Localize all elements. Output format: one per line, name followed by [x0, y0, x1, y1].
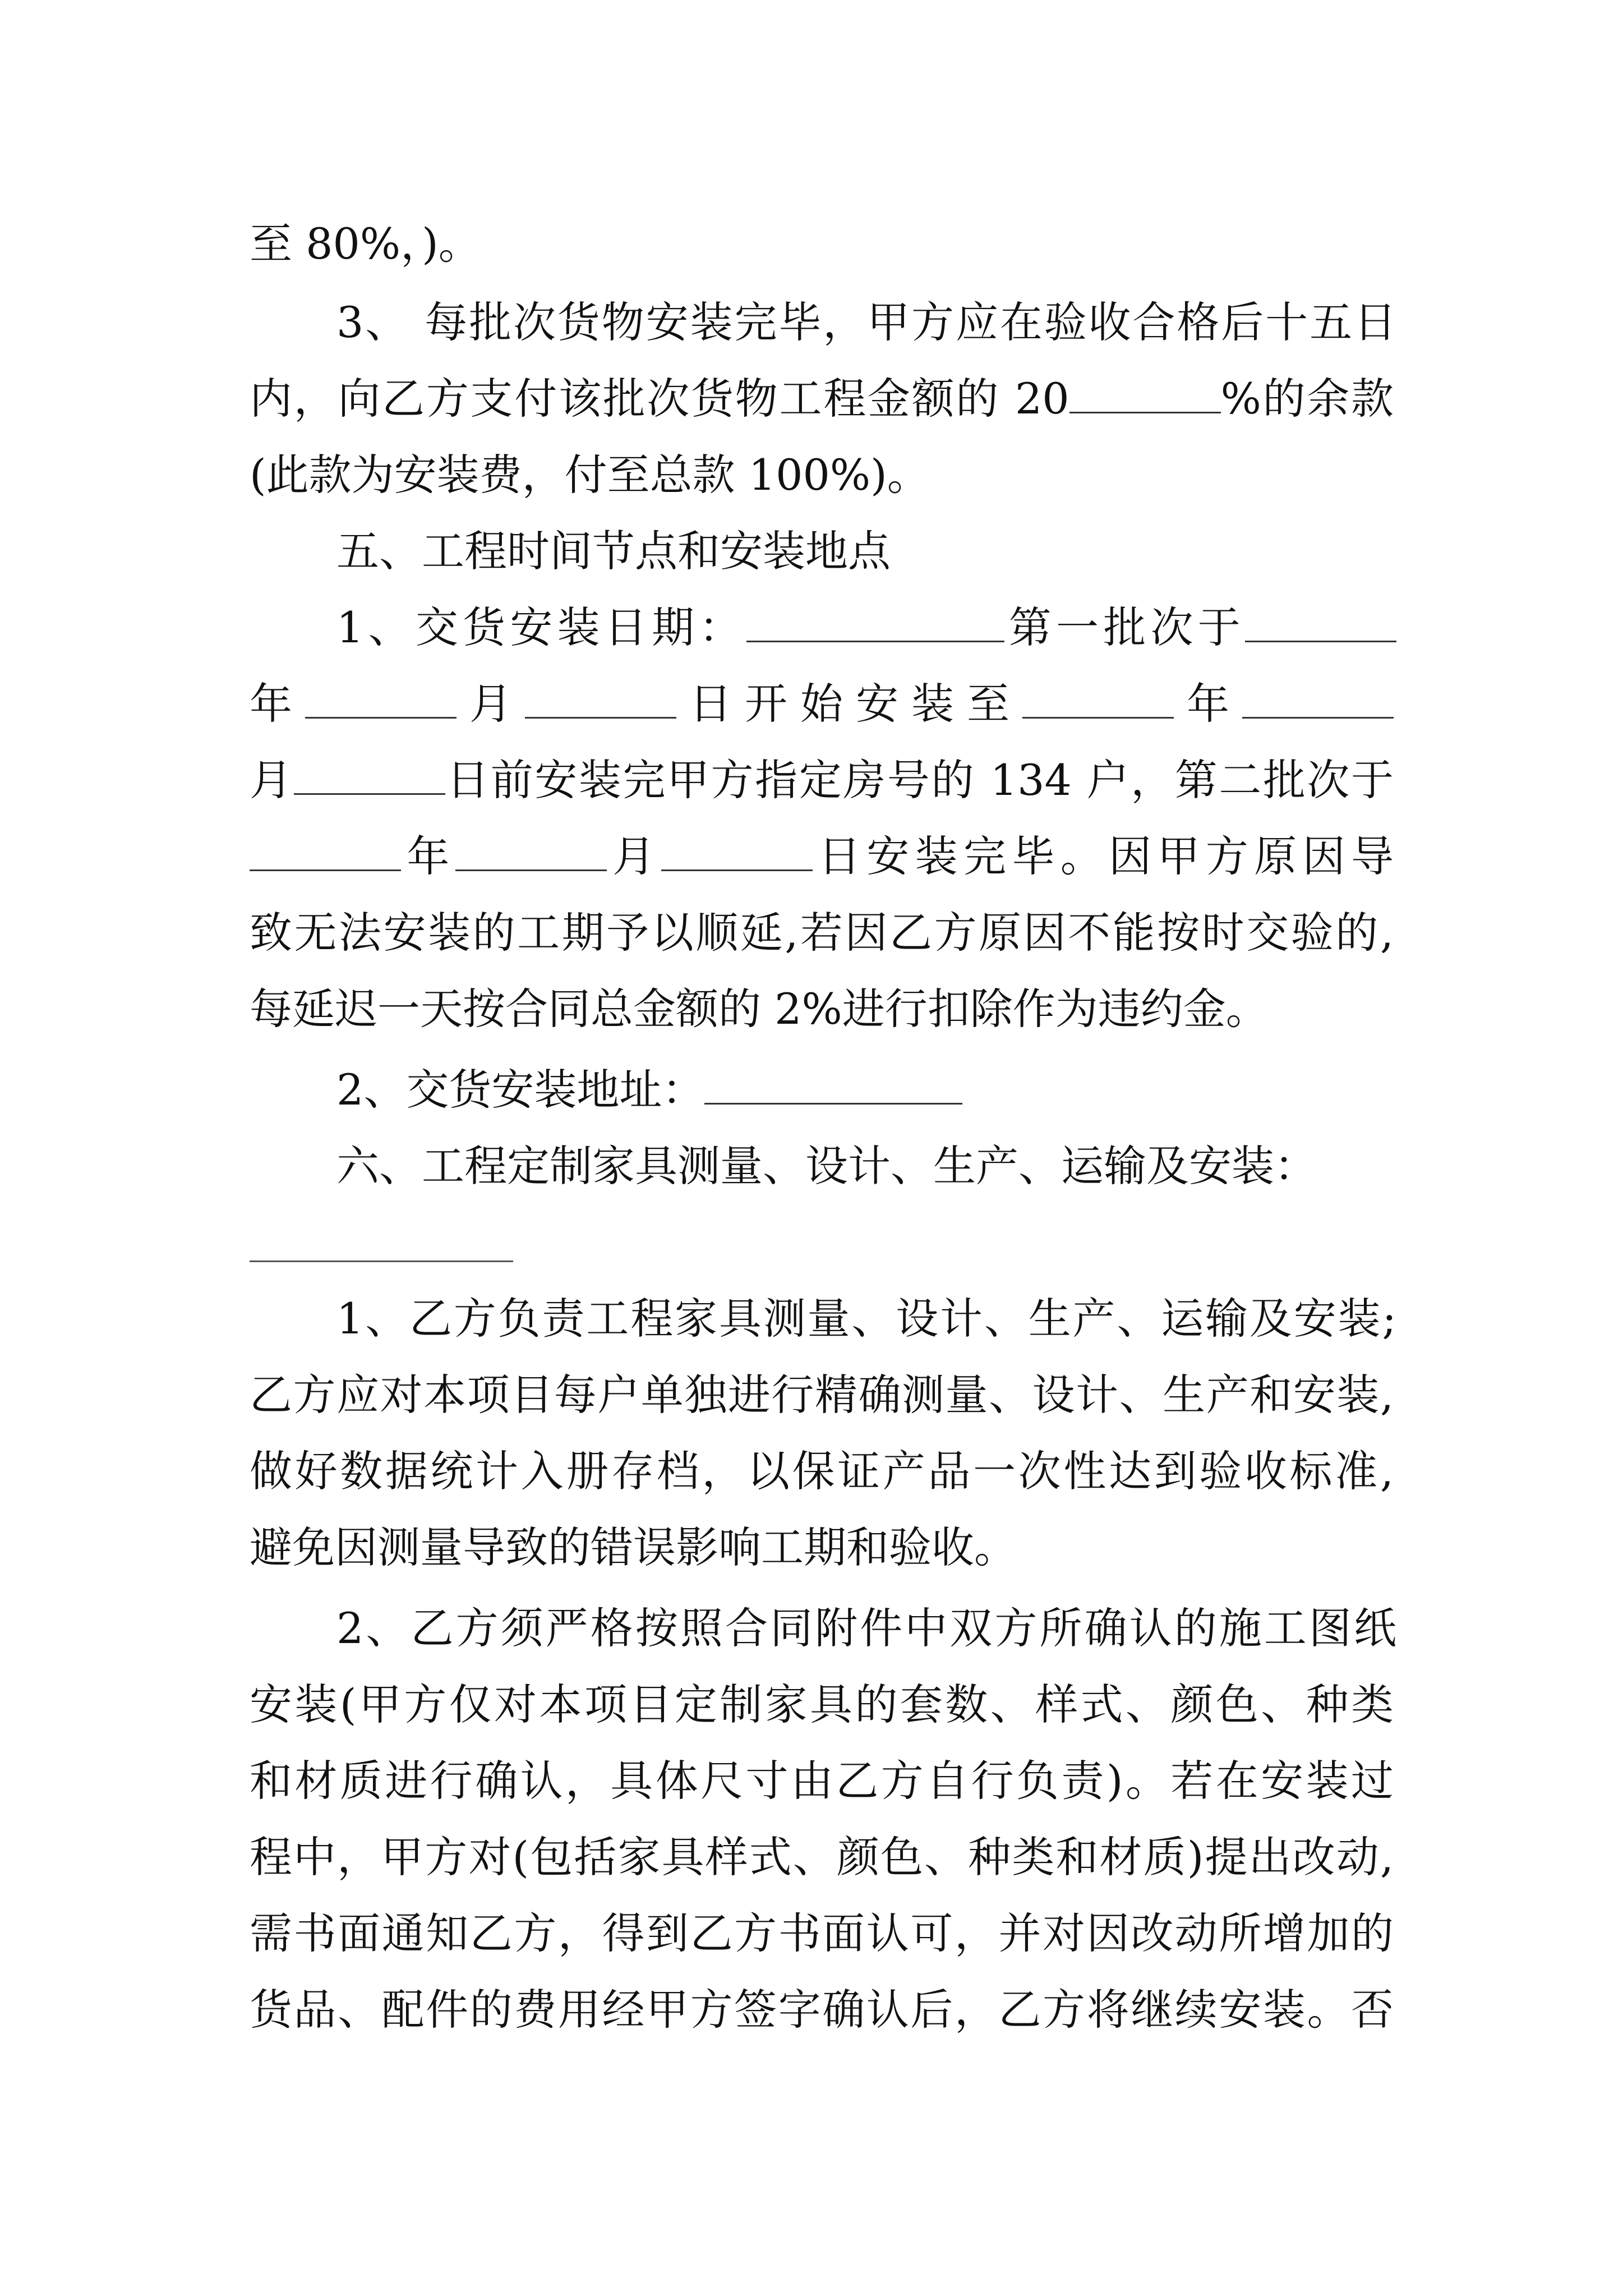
paragraph-line: 乙方应对本项目每户单独进行精确测量、设计、生产和安装, [250, 1370, 1394, 1420]
fill-blank [250, 827, 401, 871]
fill-blank [455, 827, 607, 871]
fill-blank [305, 674, 457, 719]
paragraph-line: 2、乙方须严格按照合同附件中双方所确认的施工图纸 [336, 1603, 1396, 1653]
text-line: 至 80%，)。 [250, 219, 481, 269]
paragraph-line: 1、乙方负责工程家具测量、设计、生产、运输及安装; [336, 1294, 1396, 1343]
paragraph-line: 货品、配件的费用经甲方签字确认后，乙方将继续安装。否 [250, 1985, 1394, 2035]
paragraph-line: 程中，甲方对(包括家具样式、颜色、种类和材质)提出改动, [250, 1832, 1394, 1882]
paragraph-line: 3、 每批次货物安装完毕，甲方应在验收合格后十五日 [336, 297, 1396, 347]
fill-blank [1022, 674, 1174, 719]
fill-blank [704, 1060, 962, 1105]
paragraph-line: 月 日前安装完甲方指定房号的 134 户，第二批次于 [250, 749, 1394, 811]
fill-blank [1069, 369, 1221, 413]
paragraph-line: 1、交货安装日期： 第一批次于 [336, 597, 1396, 659]
paragraph-line: 需书面通知乙方，得到乙方书面认可，并对因改动所增加的 [250, 1908, 1394, 1958]
fill-blank [661, 827, 813, 871]
fill-blank [1245, 598, 1396, 642]
paragraph-line: 和材质进行确认，具体尺寸由乙方自行负责)。若在安装过 [250, 1756, 1394, 1806]
paragraph-line: 年 月 日开始安装至 年 [250, 673, 1394, 735]
paragraph-line: 2、交货安装地址： [336, 1059, 1396, 1121]
section-heading: 六、工程定制家具测量、设计、生产、运输及安装： [336, 1141, 1317, 1191]
paragraph-line: 每延迟一天按合同总金额的 2%进行扣除作为违约金。 [250, 984, 1269, 1034]
paragraph-line: 避免因测量导致的错误影响工期和验收。 [250, 1522, 1017, 1572]
paragraph-line: 做好数据统计入册存档，以保证产品一次性达到验收标准, [250, 1446, 1394, 1496]
fill-blank [525, 674, 676, 719]
paragraph-line: 致无法安装的工期予以顺延,若因乙方原因不能按时交验的, [250, 908, 1394, 958]
paragraph-line: 安装(甲方仅对本项目定制家具的套数、样式、颜色、种类 [250, 1680, 1394, 1729]
fill-blank [1242, 674, 1394, 719]
fill-blank [746, 598, 1004, 642]
paragraph-line: 内，向乙方支付该批次货物工程金额的 20 %的余款 [250, 368, 1394, 430]
paragraph-line: 年 月 日安装完毕。因甲方原因导 [250, 826, 1394, 887]
paragraph-line: (此款为安装费，付至总款 100%)。 [250, 450, 930, 500]
separator-line [250, 1260, 513, 1262]
section-heading: 五、工程时间节点和安装地点 [336, 526, 891, 576]
fill-blank [294, 751, 445, 795]
